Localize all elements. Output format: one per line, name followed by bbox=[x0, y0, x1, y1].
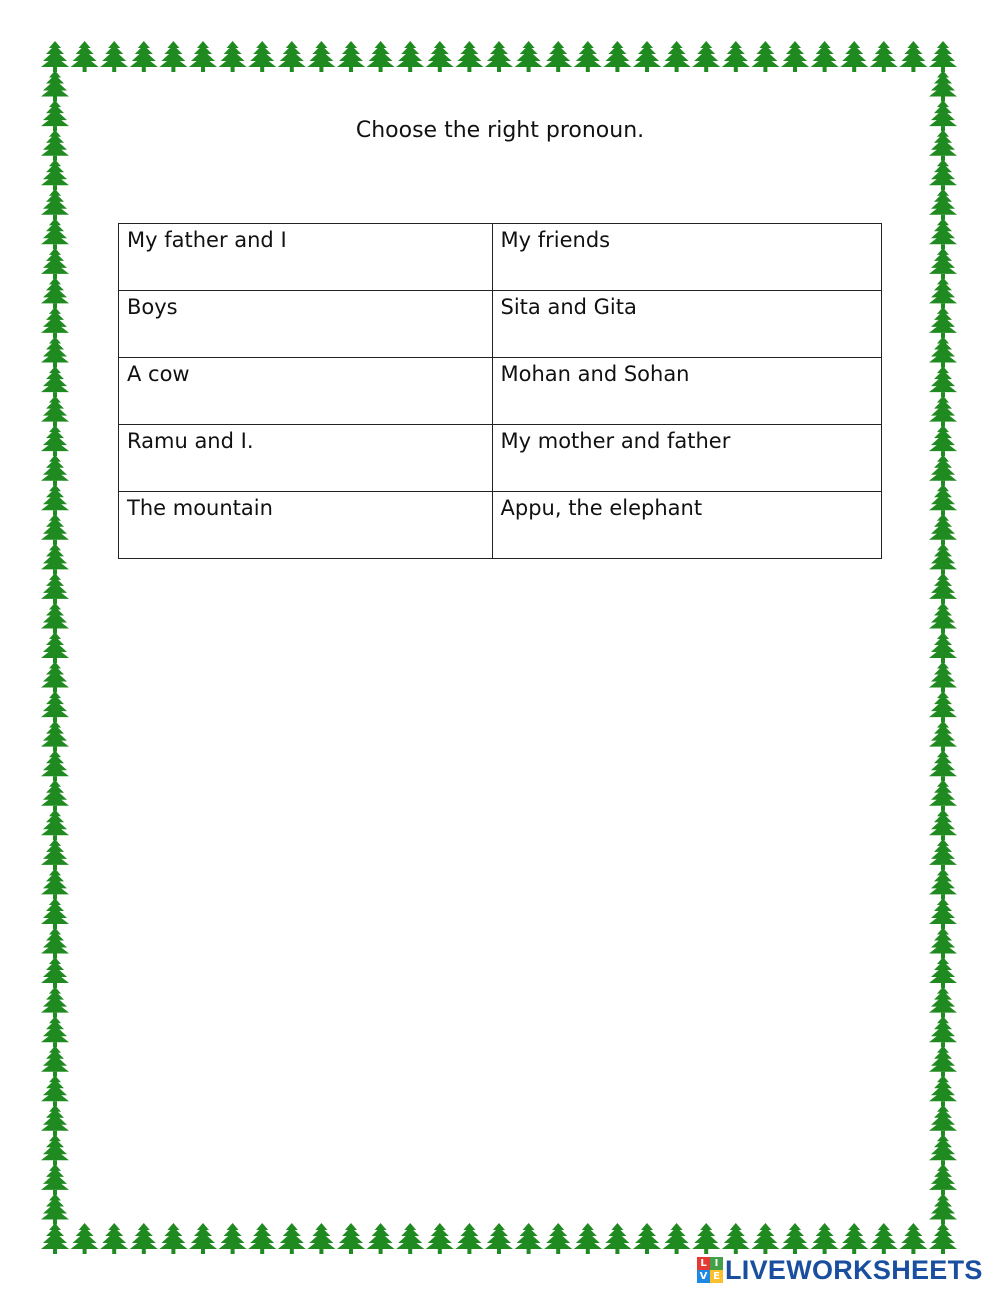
liveworksheets-logo[interactable] bbox=[697, 1256, 983, 1284]
pine-tree-icon bbox=[929, 573, 957, 604]
pine-tree-icon bbox=[929, 337, 957, 368]
pine-tree-icon bbox=[929, 780, 957, 811]
pine-tree-icon bbox=[41, 514, 69, 545]
pine-tree-icon bbox=[633, 41, 661, 72]
pine-tree-icon bbox=[929, 307, 957, 338]
pine-tree-icon bbox=[130, 1223, 158, 1254]
pine-tree-icon bbox=[41, 1164, 69, 1195]
pine-tree-icon bbox=[781, 1223, 809, 1254]
pine-tree-icon bbox=[337, 41, 365, 72]
pine-tree-icon bbox=[189, 1223, 217, 1254]
worksheet-title: Choose the right pronoun. bbox=[355, 118, 645, 143]
table-cell: A cow bbox=[119, 358, 493, 425]
pine-tree-icon bbox=[278, 1223, 306, 1254]
pine-tree-icon bbox=[219, 41, 247, 72]
pine-tree-icon bbox=[41, 750, 69, 781]
pine-tree-icon bbox=[130, 41, 158, 72]
pine-tree-icon bbox=[692, 1223, 720, 1254]
pine-tree-icon bbox=[929, 721, 957, 752]
pine-tree-icon bbox=[899, 1223, 927, 1254]
pine-tree-icon bbox=[71, 41, 99, 72]
pine-tree-icon bbox=[41, 455, 69, 486]
pine-tree-icon bbox=[929, 159, 957, 190]
pine-tree-icon bbox=[159, 1223, 187, 1254]
pine-tree-icon bbox=[100, 41, 128, 72]
pine-tree-icon bbox=[929, 1164, 957, 1195]
table-cell: My friends bbox=[492, 224, 881, 291]
pine-tree-icon bbox=[515, 41, 543, 72]
pine-tree-icon bbox=[41, 573, 69, 604]
table-cell: The mountain bbox=[119, 492, 493, 559]
pine-tree-icon bbox=[41, 839, 69, 870]
pine-tree-icon bbox=[367, 41, 395, 72]
pine-tree-icon bbox=[41, 632, 69, 663]
pine-tree-icon bbox=[41, 41, 69, 72]
pine-tree-icon bbox=[929, 868, 957, 899]
pine-tree-icon bbox=[41, 218, 69, 249]
pine-tree-icon bbox=[41, 248, 69, 279]
table-row bbox=[119, 224, 882, 291]
pine-tree-icon bbox=[603, 1223, 631, 1254]
pine-tree-icon bbox=[781, 41, 809, 72]
pine-tree-icon bbox=[41, 366, 69, 397]
pine-tree-icon bbox=[574, 41, 602, 72]
table-cell: Boys bbox=[119, 291, 493, 358]
table-cell: Mohan and Sohan bbox=[492, 358, 881, 425]
pine-tree-icon bbox=[929, 1134, 957, 1165]
pine-tree-icon bbox=[840, 41, 868, 72]
logo-mark-letter: I bbox=[710, 1257, 723, 1270]
pine-tree-icon bbox=[663, 1223, 691, 1254]
pine-tree-icon bbox=[485, 1223, 513, 1254]
pine-tree-icon bbox=[663, 41, 691, 72]
pine-tree-icon bbox=[929, 898, 957, 929]
pine-tree-icon bbox=[41, 809, 69, 840]
pine-tree-icon bbox=[41, 928, 69, 959]
pine-tree-icon bbox=[41, 1105, 69, 1136]
table-cell: Appu, the elephant bbox=[492, 492, 881, 559]
pine-tree-icon bbox=[929, 1046, 957, 1077]
pine-tree-icon bbox=[41, 1046, 69, 1077]
pine-tree-icon bbox=[929, 691, 957, 722]
pine-tree-icon bbox=[929, 928, 957, 959]
pine-tree-icon bbox=[41, 1134, 69, 1165]
pine-tree-icon bbox=[41, 603, 69, 634]
pine-tree-icon bbox=[426, 1223, 454, 1254]
pine-tree-icon bbox=[71, 1223, 99, 1254]
pine-tree-icon bbox=[929, 632, 957, 663]
pine-tree-icon bbox=[41, 307, 69, 338]
pine-tree-icon bbox=[396, 41, 424, 72]
pine-tree-icon bbox=[426, 41, 454, 72]
pine-tree-icon bbox=[929, 809, 957, 840]
pine-tree-icon bbox=[41, 1075, 69, 1106]
pine-tree-icon bbox=[41, 662, 69, 693]
pine-tree-icon bbox=[544, 41, 572, 72]
pine-tree-icon bbox=[929, 396, 957, 427]
pine-tree-icon bbox=[41, 1016, 69, 1047]
pine-tree-icon bbox=[515, 1223, 543, 1254]
pine-tree-icon bbox=[929, 750, 957, 781]
table-row bbox=[119, 358, 882, 425]
pine-tree-icon bbox=[41, 1223, 69, 1254]
pine-tree-icon bbox=[929, 71, 957, 102]
pine-tree-icon bbox=[248, 1223, 276, 1254]
table-row bbox=[119, 291, 882, 358]
pine-tree-icon bbox=[929, 366, 957, 397]
pine-tree-icon bbox=[367, 1223, 395, 1254]
pine-tree-icon bbox=[929, 839, 957, 870]
pine-tree-icon bbox=[811, 1223, 839, 1254]
pine-tree-icon bbox=[811, 41, 839, 72]
pine-tree-icon bbox=[41, 868, 69, 899]
pine-tree-icon bbox=[929, 1016, 957, 1047]
pine-tree-icon bbox=[929, 218, 957, 249]
pine-tree-icon bbox=[870, 1223, 898, 1254]
pine-tree-icon bbox=[722, 41, 750, 72]
logo-mark-icon bbox=[697, 1257, 723, 1283]
pine-tree-icon bbox=[929, 514, 957, 545]
pine-tree-icon bbox=[41, 189, 69, 220]
table-row bbox=[119, 492, 882, 559]
pine-tree-icon bbox=[337, 1223, 365, 1254]
pine-tree-icon bbox=[41, 337, 69, 368]
pine-tree-icon bbox=[929, 41, 957, 72]
pine-tree-icon bbox=[455, 1223, 483, 1254]
pine-tree-icon bbox=[544, 1223, 572, 1254]
pine-tree-icon bbox=[41, 277, 69, 308]
pine-tree-icon bbox=[41, 987, 69, 1018]
pine-tree-icon bbox=[929, 987, 957, 1018]
pine-tree-icon bbox=[929, 277, 957, 308]
pine-tree-icon bbox=[100, 1223, 128, 1254]
pine-tree-icon bbox=[248, 41, 276, 72]
pine-tree-icon bbox=[751, 41, 779, 72]
pine-tree-icon bbox=[899, 41, 927, 72]
pine-tree-icon bbox=[574, 1223, 602, 1254]
pronoun-table bbox=[118, 223, 882, 559]
logo-mark-letter: V bbox=[697, 1270, 710, 1283]
logo-mark-letter: E bbox=[710, 1270, 723, 1283]
pine-tree-icon bbox=[307, 1223, 335, 1254]
pine-tree-icon bbox=[929, 662, 957, 693]
pine-tree-icon bbox=[455, 41, 483, 72]
pine-tree-icon bbox=[41, 1194, 69, 1225]
pine-tree-icon bbox=[929, 248, 957, 279]
pine-tree-icon bbox=[307, 41, 335, 72]
pine-tree-icon bbox=[41, 957, 69, 988]
pine-tree-icon bbox=[189, 41, 217, 72]
pine-tree-icon bbox=[219, 1223, 247, 1254]
pine-tree-icon bbox=[929, 425, 957, 456]
pine-tree-icon bbox=[929, 543, 957, 574]
table-cell: My father and I bbox=[119, 224, 493, 291]
pine-tree-icon bbox=[692, 41, 720, 72]
table-row bbox=[119, 425, 882, 492]
table-cell: My mother and father bbox=[492, 425, 881, 492]
pine-tree-icon bbox=[929, 957, 957, 988]
pine-tree-icon bbox=[41, 425, 69, 456]
pine-tree-icon bbox=[159, 41, 187, 72]
pine-tree-icon bbox=[41, 780, 69, 811]
table-cell: Ramu and I. bbox=[119, 425, 493, 492]
pine-tree-icon bbox=[633, 1223, 661, 1254]
pine-tree-icon bbox=[722, 1223, 750, 1254]
pine-tree-icon bbox=[41, 543, 69, 574]
pine-tree-icon bbox=[929, 1075, 957, 1106]
pine-tree-icon bbox=[41, 71, 69, 102]
pine-tree-icon bbox=[929, 1223, 957, 1254]
pine-tree-icon bbox=[929, 1105, 957, 1136]
pine-tree-icon bbox=[396, 1223, 424, 1254]
pine-tree-icon bbox=[485, 41, 513, 72]
pine-tree-icon bbox=[929, 603, 957, 634]
pine-tree-icon bbox=[870, 41, 898, 72]
pine-tree-icon bbox=[41, 898, 69, 929]
table-cell: Sita and Gita bbox=[492, 291, 881, 358]
pine-tree-icon bbox=[41, 159, 69, 190]
pine-tree-icon bbox=[41, 691, 69, 722]
logo-mark-letter: L bbox=[697, 1257, 710, 1270]
pine-tree-icon bbox=[41, 721, 69, 752]
pine-tree-icon bbox=[929, 484, 957, 515]
pine-tree-icon bbox=[41, 484, 69, 515]
pine-tree-icon bbox=[603, 41, 631, 72]
pine-tree-icon bbox=[751, 1223, 779, 1254]
pine-tree-icon bbox=[41, 396, 69, 427]
pine-tree-icon bbox=[929, 1194, 957, 1225]
pine-tree-icon bbox=[278, 41, 306, 72]
pine-tree-icon bbox=[929, 189, 957, 220]
logo-text: LIVEWORKSHEETS bbox=[725, 1255, 983, 1285]
pine-tree-icon bbox=[929, 455, 957, 486]
pine-tree-icon bbox=[840, 1223, 868, 1254]
